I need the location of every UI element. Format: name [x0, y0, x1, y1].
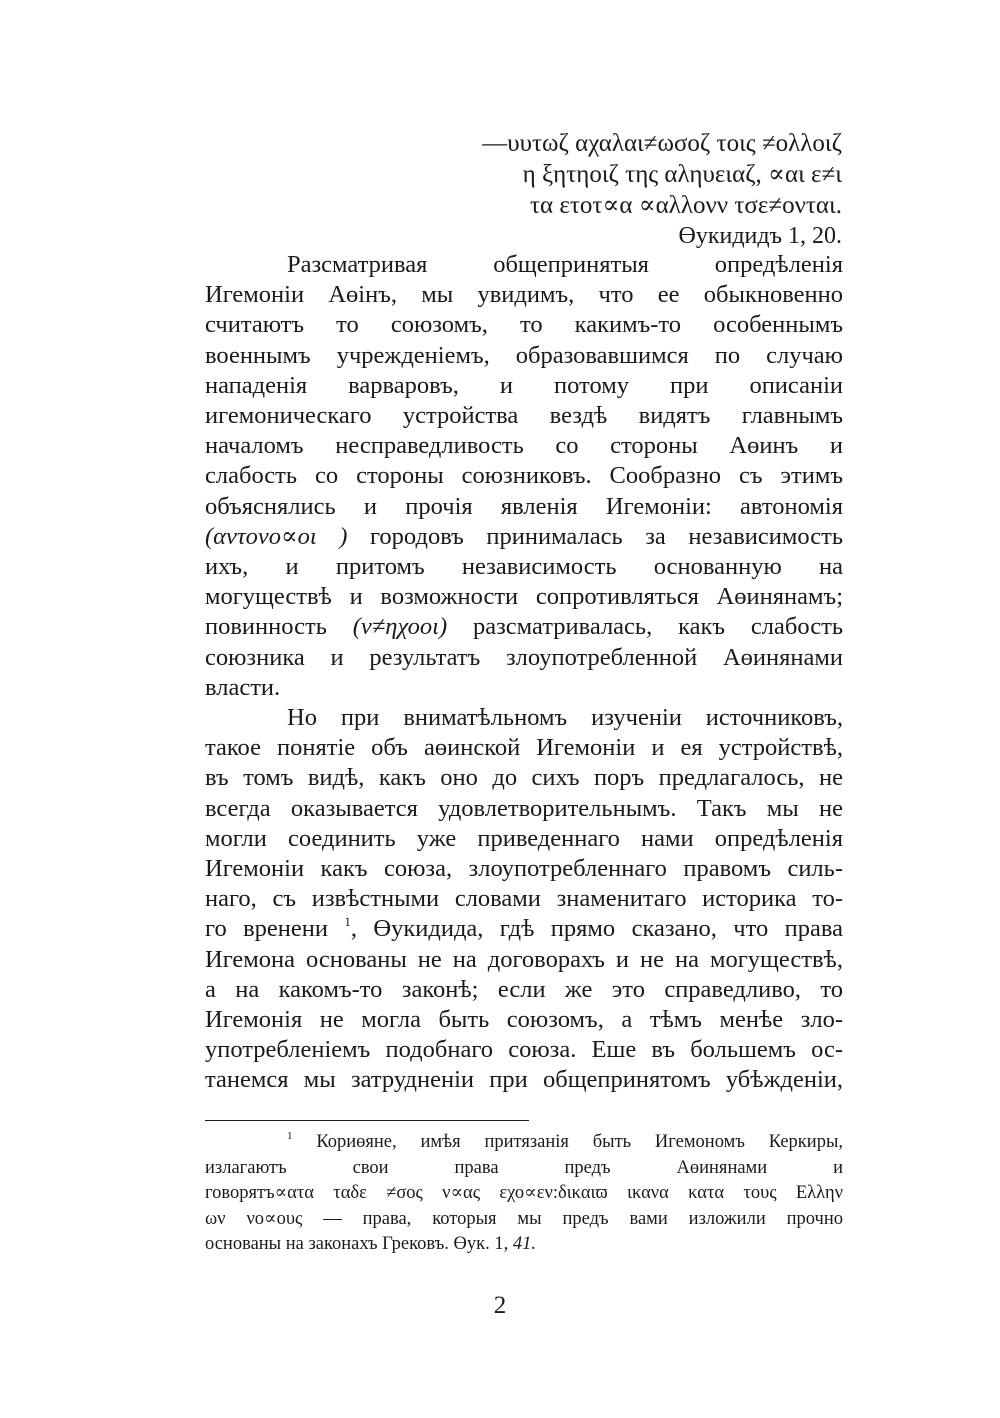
text-line: союзника и результатъ злоупотребленной Аөинянами	[205, 643, 843, 671]
epigraph-attribution: Өукидидъ 1, 20.	[678, 223, 842, 249]
text-line: власти.	[205, 673, 281, 701]
text-line: нападенія варваровъ, и потому при описаніи	[205, 371, 843, 399]
footnote-line: излагаютъ свои права предъ Аөинянами и	[205, 1157, 843, 1178]
text-line: могуществѣ и возможности сопротивляться Аөинянамъ;	[205, 583, 843, 611]
text-fragment: го вренени	[205, 915, 345, 943]
text-line: такое понятіе объ аөинской Игемоніи и ея устройствѣ,	[205, 734, 843, 762]
text-line	[205, 612, 843, 642]
text-line: Игемоніи какъ союза, злоупотребленнаго правомъ силь-	[205, 855, 843, 883]
footnote-line	[205, 1232, 843, 1258]
text-fragment: Кориөяне, имѣя притязанія быть Игемономъ Керкиры,	[292, 1132, 843, 1152]
text-fragment: 41.	[512, 1234, 536, 1254]
text-line: слабость со стороны союзниковъ. Сообразно съ этимъ	[205, 462, 843, 490]
text-fragment: городовъ принималась за независимость	[347, 522, 843, 550]
text-line: началомъ несправедливость со стороны Аөинъ и	[205, 432, 843, 460]
text-line: всегда оказывается удовлетворительнымъ. Такъ мы не	[205, 794, 843, 822]
text-line: танемся мы затрудненіи при общепринятомъ убѣжденіи,	[205, 1066, 843, 1094]
text-line: Игемоніи Аөінъ, мы увидимъ, что ее обыкновенно	[205, 281, 843, 309]
text-line: а на какомъ-то законѣ; если же это справедливо, то	[205, 975, 843, 1003]
text-line: въ томъ видѣ, какъ оно до сихъ поръ предлагалось, не	[205, 764, 843, 792]
text-line: наго, съ извѣстными словами знаменитаго историка то-	[205, 885, 843, 913]
text-line: ихъ, и притомъ независимость основанную на	[205, 553, 843, 581]
text-line: могли соединить уже приведеннаго нами опредѣленія	[205, 824, 843, 852]
main-text	[205, 250, 843, 1096]
epigraph	[482, 128, 842, 252]
footnote	[205, 1130, 843, 1258]
page-number: 2	[493, 1292, 507, 1319]
text-line: Но при вниматѣльномъ изученіи источниковъ,	[287, 704, 843, 732]
text-line: военнымъ учрежденіемъ, образовавшимся по случаю	[205, 341, 843, 369]
epigraph-line: τα ετοτ∝α ∝αλλονν τσε≠ονται.	[529, 192, 842, 219]
footnote-line: ων νο∝ους — права, которыя мы предъ вами изложили прочно	[205, 1208, 843, 1229]
text-line: игемоническаго устройства вездѣ видятъ главнымъ	[205, 402, 843, 430]
text-line: Игемона основаны не на договорахъ и не на могуществѣ,	[205, 945, 843, 973]
footnote-divider	[205, 1120, 529, 1121]
text-line: объяснялись и прочія явленія Игемоніи: автономія	[205, 492, 843, 520]
footnote-line: говорятъ∝ατα ταδε ≠σος ν∝ας εχο∝εν:δικαιϖ ικανα κατα τους Ελλην	[205, 1183, 843, 1203]
text-fragment: разсматривалась, какъ слабость	[447, 613, 843, 641]
text-fragment: основаны на законахъ Грековъ. Өук. 1,	[205, 1234, 513, 1254]
paragraph	[205, 250, 843, 703]
greek-term: (αντονο∝οι )	[205, 522, 348, 550]
text-line: Разсматривая общепринятыя опредѣленія	[287, 251, 843, 278]
text-line	[205, 522, 843, 552]
footnote-marker: 1	[287, 1130, 293, 1142]
greek-term: (ν≠ηχοοι)	[352, 613, 448, 641]
footnote-line	[205, 1130, 843, 1156]
text-line	[205, 914, 843, 944]
epigraph-line: η ξητηοιζ της αληυειαζ, ∝αι ε≠ι	[522, 161, 842, 188]
footnote-ref[interactable]: 1	[344, 914, 351, 930]
paragraph	[205, 703, 843, 1096]
text-fragment: , Өукидида, гдѣ прямо сказано, что права	[350, 915, 843, 943]
text-line: употребленіемъ подобнаго союза. Еше въ большемъ ос-	[205, 1036, 843, 1064]
text-line: Игемонія не могла быть союзомъ, а тѣмъ менѣе зло-	[205, 1006, 843, 1034]
text-line: считаютъ то союзомъ, то какимъ-то особеннымъ	[205, 311, 843, 339]
text-fragment: повинность	[205, 613, 353, 641]
epigraph-line: —υυτωζ αχαλαι≠ωσοζ τοις ≠ολλοιζ	[482, 130, 842, 157]
